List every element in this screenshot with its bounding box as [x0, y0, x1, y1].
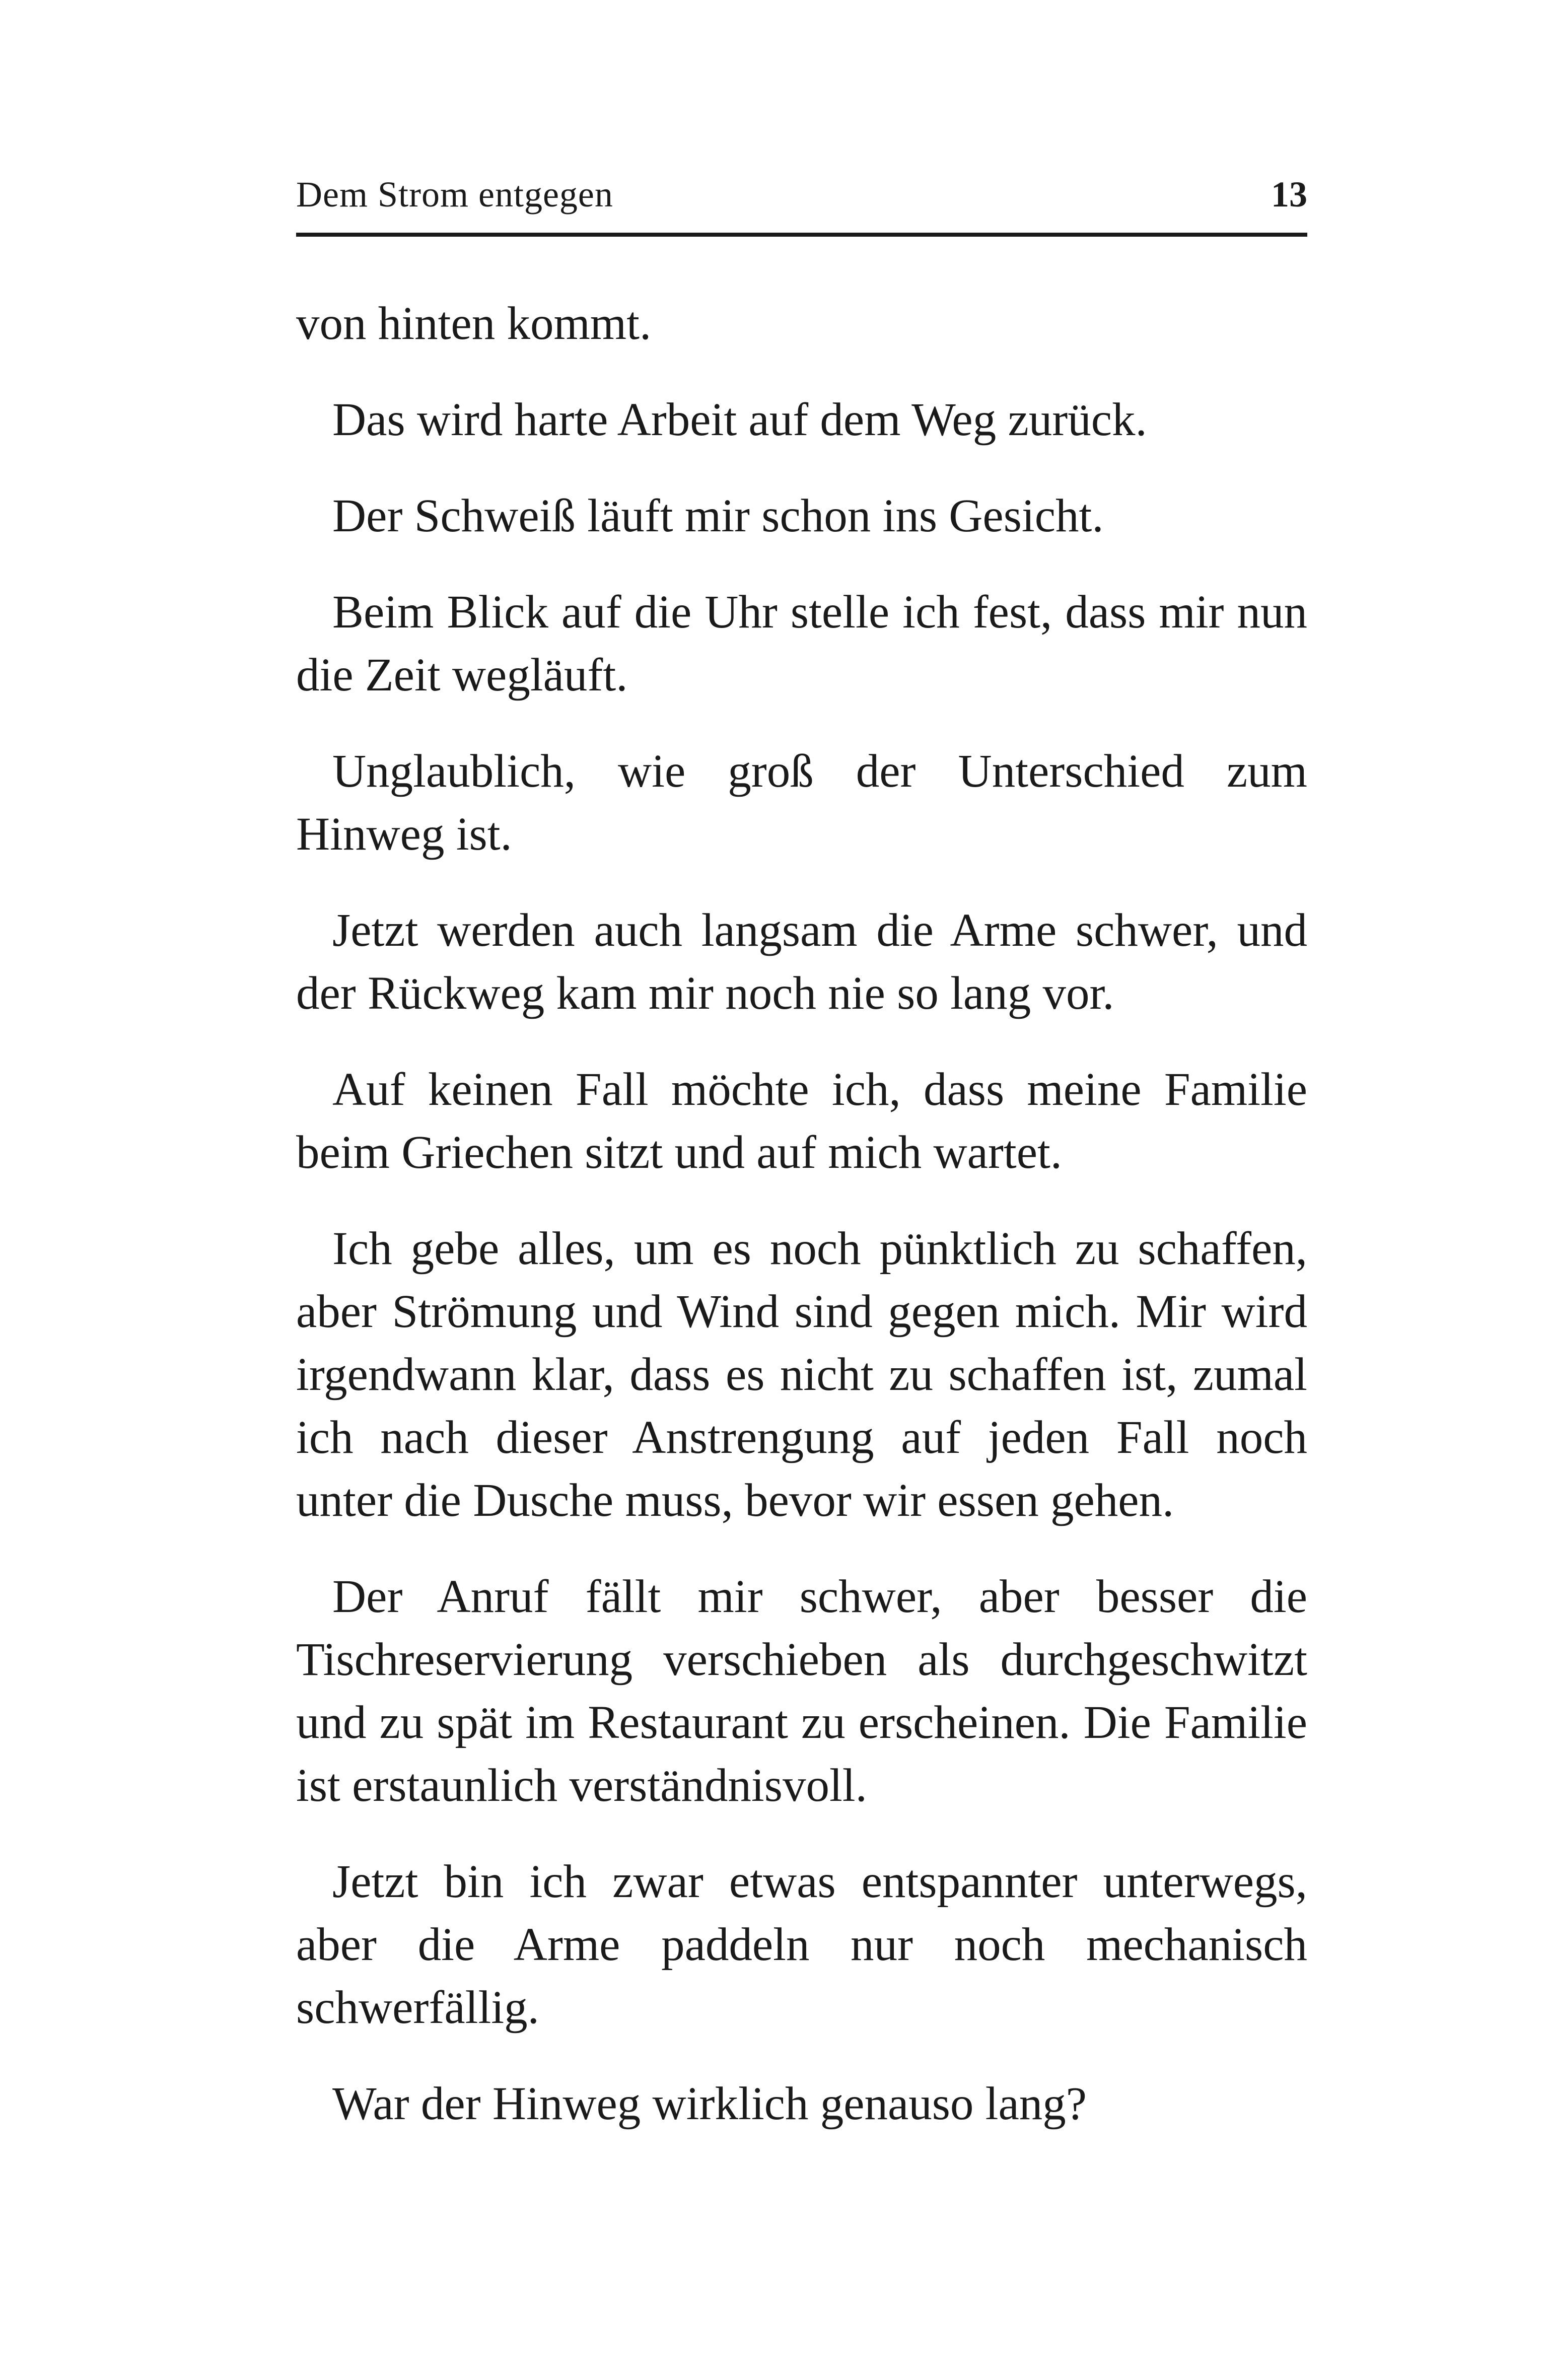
book-title: Dem Strom entgegen	[296, 174, 613, 215]
paragraph: Auf keinen Fall möchte ich, dass meine Familie beim Griechen sitzt und auf mich wartet.	[296, 1064, 1307, 1178]
paragraph: Ich gebe alles, um es noch pünktlich zu schaffen, aber Strömung und Wind sind gegen mich. Mir wird irgendwann klar, dass es nicht zu schaffen ist, zumal ich nach dieser Anstrengung auf jeden Fall noch unter die Dusche muss, bevor wir essen gehen.	[296, 1223, 1307, 1526]
page-number: 13	[1271, 174, 1307, 215]
paragraph: Beim Blick auf die Uhr stelle ich fest, dass mir nun die Zeit wegläuft.	[296, 586, 1307, 701]
paragraph: Unglaublich, wie groß der Unterschied zum Hinweg ist.	[296, 745, 1307, 860]
paragraph: Der Anruf fällt mir schwer, aber besser die Tischreservierung verschieben als durchgeschwitzt und zu spät im Restaurant zu erscheinen. Die Familie ist erstaunlich verständnisvoll.	[296, 1571, 1307, 1811]
paragraph: Jetzt werden auch langsam die Arme schwer, und der Rückweg kam mir noch nie so lang vor.	[296, 904, 1307, 1019]
body-text	[296, 292, 1307, 2135]
running-header	[296, 166, 1307, 237]
paragraph: War der Hinweg wirklich genauso lang?	[332, 2078, 1087, 2130]
paragraph-continuation: von hinten kommt.	[296, 298, 652, 349]
paragraph: Der Schweiß läuft mir schon ins Gesicht.	[332, 490, 1104, 542]
paragraph: Das wird harte Arbeit auf dem Weg zurück.	[332, 394, 1147, 446]
paragraph: Jetzt bin ich zwar etwas entspannter unterwegs, aber die Arme paddeln nur noch mechanisch schwerfällig.	[296, 1856, 1307, 2034]
